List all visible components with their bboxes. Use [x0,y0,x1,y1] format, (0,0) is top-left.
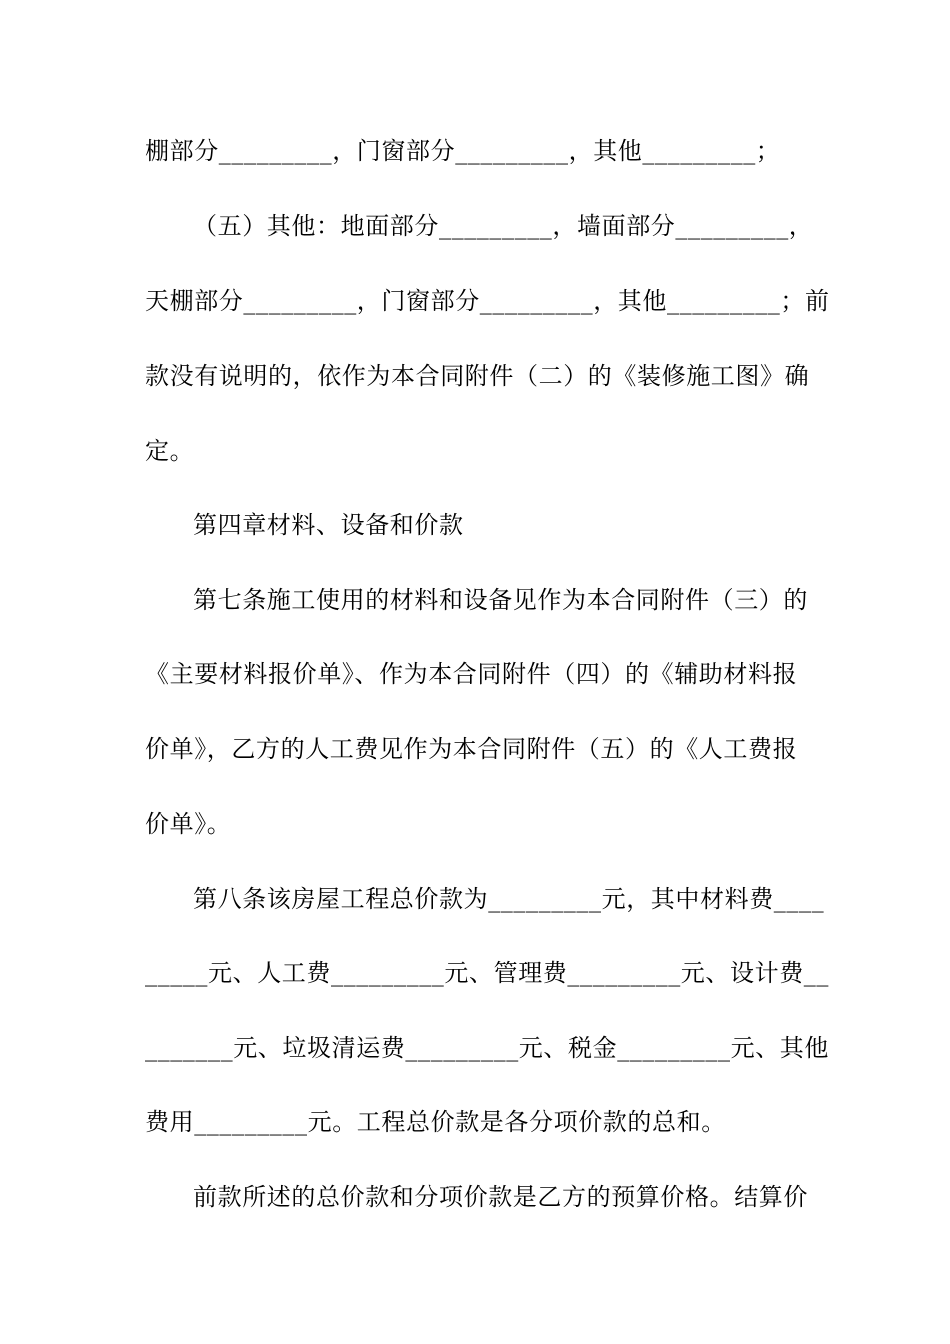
text-line: 第八条该房屋工程总价款为_________元，其中材料费____ [193,885,825,913]
text-line: 前款所述的总价款和分项价款是乙方的预算价格。结算价 [193,1183,808,1211]
text-line: _____元、人工费_________元、管理费_________元、设计费__ [145,959,829,987]
text-line: 定。 [145,437,195,465]
text-line: （五）其他：地面部分_________，墙面部分_________， [193,212,814,240]
text-line: 款没有说明的，依作为本合同附件（二）的《装修施工图》确 [145,362,810,390]
text-line: 价单》，乙方的人工费见作为本合同附件（五）的《人工费报 [145,735,798,763]
chapter-heading: 第四章材料、设备和价款 [193,511,464,539]
text-line: 第七条施工使用的材料和设备见作为本合同附件（三）的 [193,586,808,614]
text-line: 价单》。 [145,810,232,838]
text-line: 天棚部分_________，门窗部分_________，其他_________；前 [145,287,830,315]
text-line: 费用_________元。工程总价款是各分项价款的总和。 [145,1108,726,1136]
text-line: 《主要材料报价单》、作为本合同附件（四）的《辅助材料报 [145,660,798,688]
text-line: 棚部分_________，门窗部分_________，其他_________； [145,137,781,165]
text-line: _______元、垃圾清运费_________元、税金_________元、其他 [145,1034,829,1062]
